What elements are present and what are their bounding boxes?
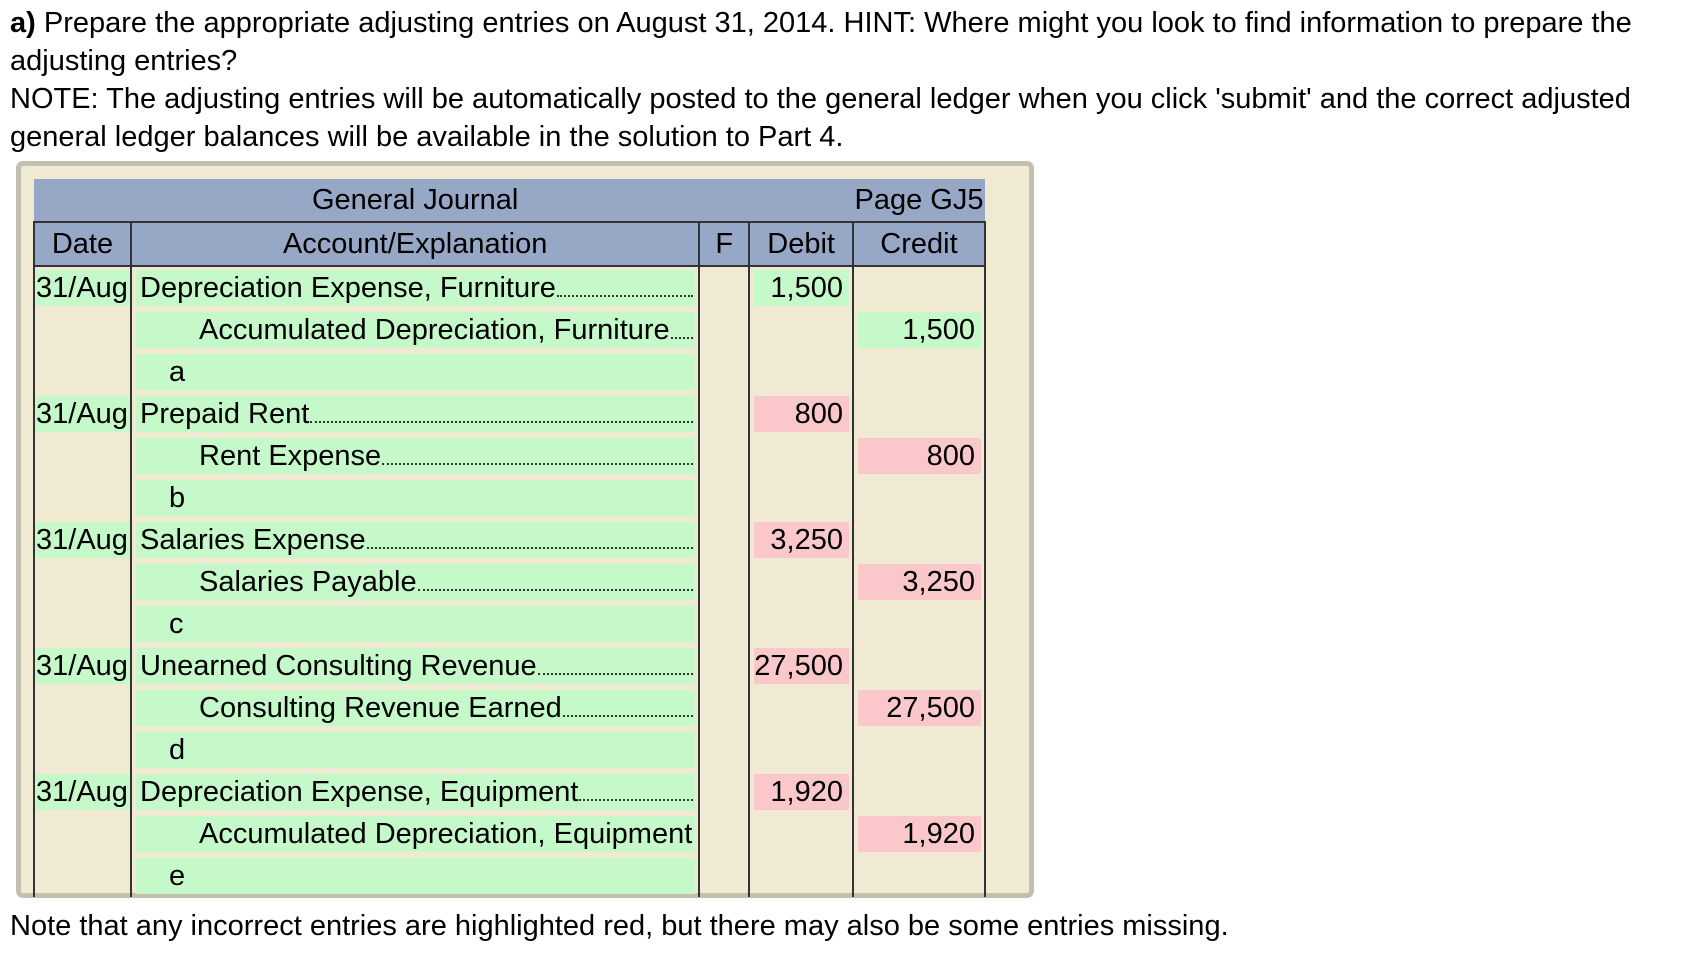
journal-row-explanation [34,603,985,645]
date-input[interactable]: 31/Aug [35,522,130,558]
credit-account-text: Accumulated Depreciation, Furniture [199,314,670,346]
journal-row-debit [34,645,985,687]
debit-account-text: Unearned Consulting Revenue [140,650,537,682]
dotted-leader [563,714,694,717]
journal-row-credit [34,561,985,603]
debit-amount-input[interactable]: 27,500 [754,648,849,684]
dotted-leader [671,336,694,339]
credit-account-input[interactable] [136,312,695,348]
general-journal-table [33,179,986,897]
debit-amount-input[interactable]: 1,500 [754,270,849,306]
dotted-leader [310,420,693,423]
header-f: F [699,222,749,266]
credit-amount-input[interactable]: 27,500 [858,690,981,726]
debit-amount-input[interactable]: 3,250 [754,522,849,558]
credit-account-text: Consulting Revenue Earned [199,692,562,724]
dotted-leader [382,462,693,465]
date-input[interactable]: 31/Aug [35,396,130,432]
debit-account-input[interactable] [136,522,695,558]
debit-account-input[interactable] [136,774,695,810]
debit-account-input[interactable] [136,270,695,306]
journal-header-row [34,222,985,266]
debit-account-text: Prepaid Rent [140,398,310,430]
credit-account-text: Rent Expense [199,440,382,472]
instruction-text: Prepare the appropriate adjusting entries on August 31, 2014. HINT: Where might you look to find information to prepare the adjusting entries? [10,7,1632,77]
journal-body [34,266,985,897]
journal-row-explanation [34,351,985,393]
date-input[interactable]: 31/Aug [35,774,130,810]
credit-amount-input[interactable]: 3,250 [858,564,981,600]
debit-account-text: Depreciation Expense, Furniture [140,272,556,304]
journal-row-explanation [34,729,985,771]
debit-account-text: Depreciation Expense, Equipment [140,776,579,808]
journal-page: Page GJ5 [853,179,985,222]
journal-row-debit [34,519,985,561]
date-input[interactable]: 31/Aug [35,648,130,684]
general-journal-panel [16,161,1034,898]
debit-amount-input[interactable]: 800 [754,396,849,432]
dotted-leader [367,546,694,549]
debit-amount-input[interactable]: 1,920 [754,774,849,810]
credit-account-input[interactable] [136,690,695,726]
journal-row-credit [34,435,985,477]
journal-title-row [34,179,985,222]
header-credit: Credit [853,222,985,266]
instructions [10,4,1680,156]
header-date: Date [34,222,131,266]
instruction-note: NOTE: The adjusting entries will be automatically posted to the general ledger when you click 'submit' and the correct adjusted general ledger balances will be available in the solution to Part 4. [10,83,1631,153]
debit-account-text: Salaries Expense [140,524,366,556]
dotted-leader [538,672,694,675]
header-debit: Debit [749,222,853,266]
credit-account-input[interactable] [136,438,695,474]
footer-note: Note that any incorrect entries are highlighted red, but there may also be some entries missing. [10,910,1229,942]
credit-account-text: Salaries Payable [199,566,417,598]
credit-amount-input[interactable]: 1,500 [858,312,981,348]
journal-row-credit [34,687,985,729]
journal-row-credit [34,813,985,855]
journal-row-debit [34,771,985,813]
dotted-leader [557,294,693,297]
part-label: a) [10,7,36,39]
credit-amount-input[interactable]: 1,920 [858,816,981,852]
explanation-input[interactable]: d [136,732,695,768]
explanation-input[interactable]: e [136,858,695,894]
header-account: Account/Explanation [131,222,699,266]
journal-row-credit [34,309,985,351]
journal-title: General Journal [34,179,699,222]
debit-account-input[interactable] [136,396,695,432]
journal-row-explanation [34,855,985,897]
journal-row-debit [34,393,985,435]
explanation-input[interactable]: b [136,480,695,516]
explanation-input[interactable]: c [136,606,695,642]
dotted-leader [579,798,693,801]
journal-row-debit [34,266,985,309]
credit-account-input[interactable] [136,816,695,852]
credit-account-text: Accumulated Depreciation, Equipment [199,818,693,850]
explanation-input[interactable]: a [136,354,695,390]
dotted-leader [418,588,694,591]
journal-row-explanation [34,477,985,519]
credit-account-input[interactable] [136,564,695,600]
debit-account-input[interactable] [136,648,695,684]
date-input[interactable]: 31/Aug [35,270,130,306]
credit-amount-input[interactable]: 800 [858,438,981,474]
